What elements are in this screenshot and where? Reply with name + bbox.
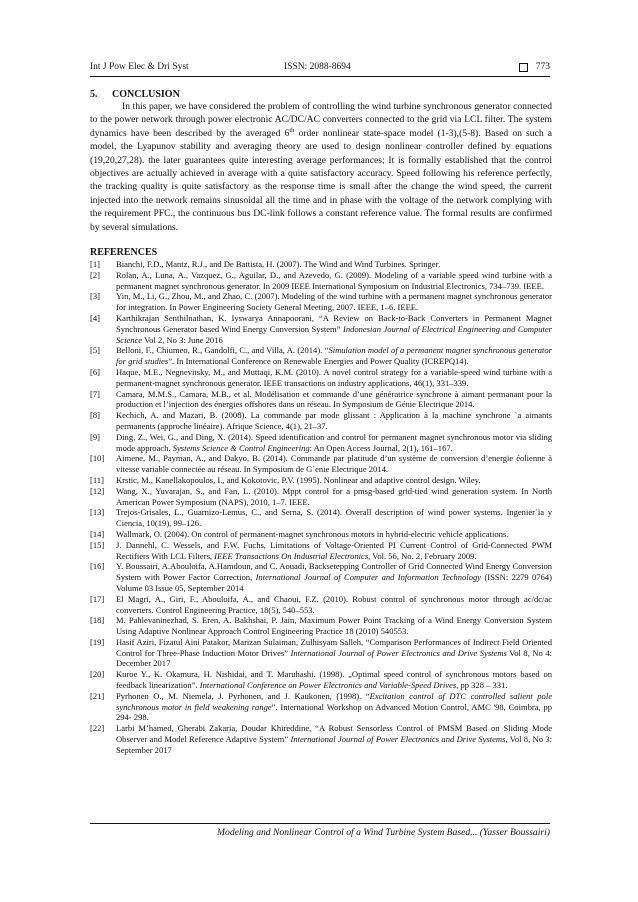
reference-italic-text: Indonesian Journal of Electrical Engineering and Computer Science [116,323,553,345]
reference-number: [15] [90,539,105,550]
reference-number: [13] [90,507,105,518]
reference-item [90,432,552,454]
reference-item [90,410,552,432]
running-footer: Modeling and Nonlinear Control of a Wind Turbine System Based... (Yasser Boussairi) [217,827,550,838]
reference-text: , Vol 8, No 3: September 2017 [116,734,552,755]
reference-text: El Magri, A., Giri, F., Abouloifa, A., and Chaoui, F.Z. (2010). Robust control of synchronous motor through ac/dc/ac converters. Control Engineering Practice, 18(5), 540–553. [116,593,552,615]
reference-text: (ISSN: 2279 0764) Volume 03 Issue 05, September 2014 [116,572,552,593]
reference-item [90,507,552,529]
reference-item [90,540,552,562]
reference-number: [19] [90,636,105,647]
reference-item [90,291,552,313]
journal-name: Int J Pow Elec & Dri Syst [90,62,189,72]
reference-item [90,691,552,723]
reference-text: Larbi M’hamed, Gherabi Zakaria, Doudar Khireddine, “A Robust Sensorless Control of PMSM Based on Sliding Mode Observer and Model Reference Adaptive System” [116,723,552,745]
reference-text: Karthikrajan Senthilnathan, K. Iyswarya Annapoorani, “A Review on Back-to-Back Converters in Permanent Magnet Synchronous Generator based Wind Energy Conversion System” [116,312,552,334]
reference-text: Bianchi, F.D., Mantz, R.J., and De Battista, H. (2007). The Wind and Wind Turbines. Springer. [116,259,441,269]
reference-number: [12] [90,485,105,496]
reference-number: [3] [90,291,100,302]
reference-text: ”. International Workshop on Advanced Motion Control, AMC '98, Coimbra, pp 294- 298. [116,701,552,723]
reference-number: [7] [90,388,100,399]
reference-number: [5] [90,345,100,356]
reference-italic-text: IEEE Transactions On Industrial Electronics [214,550,369,561]
reference-text: Trejos-Grisales, L., Guarnizo-Lemus, C., and Serna, S. (2014). Overall description of wind power systems. Ingenier´ia y Ciencia, 10(19), 99–126. [116,507,552,529]
references-heading: REFERENCES [90,247,158,258]
reference-text: Kechich, A. and Mazari, B. (2008). La commande par mode glissant : Application à la machine synchrone `a aimants permanents (approche linéaire). Afrique Science, 4(1), 21–37. [116,410,552,431]
reference-italic-text: International Journal of Power Electronics and Drive Systems [290,647,507,658]
reference-list [90,259,552,756]
section-title: CONCLUSION [112,89,180,100]
reference-number: [9] [90,431,100,442]
reference-number: [18] [90,615,105,626]
conclusion-text-part2: order nonlinear state-space model (1-3),(5-8). Based on such a model, the Lyapunov stability and averaging theory are used to design nonlinear controller defined by equations (19,20,27,28). the later guarantees quite interesting average performances; It is formally established that the control objectives are actually achieved in average with a quite satisfactory accuracy. Speed following his reference perfectly, the tracking quality is quite satisfactory as the response time is small after the change the wind speed, the current injected into the network remains sinusoidal all the time and in phase with the voltage of the network complying with the requirement PFC., the continuous bus DC-link follows a constant reference value. The formal results are confirmed by several simulations. [90,127,553,233]
reference-item [90,259,552,270]
reference-text: Yin, M., Li, G., Zhou, M., and Zhao, C. (2007). Modeling of the wind turbine with a permanent magnet synchronous generator for integration. In Power Engineering Society General Meeting, 2007. IEEE, 1–6. IEEE. [116,291,552,313]
reference-number: [6] [90,366,100,377]
reference-text: Aimene, M., Payman, A., and Dakyo, B. (2014). Commande par platitude d’un système de conversion d’energie éolienne à vitesse variable connectée au réseau. In Symposium de G´enie Electrique 2014. [116,453,552,475]
page-number: 773 [535,62,550,72]
reference-text: Y. Boussairi, A.Abouloifa, A.Hamdoun, and C. Aouadi, Backsetepping Controller of Grid Connected Wind Energy Conversion System with Power Factor Correction, [116,561,552,583]
reference-italic-text: Simulation model of a permanent magnet synchronous generator for grid studies [116,345,552,367]
section-number: 5. [90,89,98,100]
reference-text: Wang, X., Yuvarajan, S., and Fan, L. (2010). Mppt control for a pmsg-based grid-tied wind generation system. In North American Power Symposium (NAPS), 2010, 1–7. IEEE. [116,485,552,507]
reference-text: M. Pahlevaninezhad, S. Eren, A. Bakhshai, P. Jain, Maximum Power Point Tracking of a Wind Energy Conversion System Using Adaptive Nonlinear Approach Control Engineering Practice 18 (2010) 540553. [116,615,552,637]
reference-number: [10] [90,453,105,464]
footer-rule [90,823,550,824]
reference-number: [4] [90,312,100,323]
reference-number: [11] [90,474,104,485]
reference-text: Krstic, M., Kanellakopoulos, I., and Kokotovic, P.V. (1995). Nonlinear and adaptive control design. Wiley. [116,474,481,485]
reference-number: [8] [90,410,100,421]
reference-item [90,345,552,367]
reference-text: : An Open Access Journal, 2(1), 161–167. [309,442,453,453]
reference-item [90,453,552,475]
reference-item [90,723,552,755]
reference-text: Pyrhonen O., M. Niemela, J. Pyrhonen, and J. Kaukonen, (1998). “ [116,690,370,701]
reference-number: [20] [90,669,105,680]
conclusion-text-part1: In this paper, we have considered the problem of controlling the wind turbine synchronous generator connected to the power network through power electronic AC/DC/AC converters connected to the grid via LCL filter. The system dynamics have been described by the averaged 6 [90,101,552,139]
reference-text: , Vol. 56, No. 2, February 2009. [368,550,477,561]
reference-number: [17] [90,593,105,604]
reference-text: Wallmark, O. (2004). On control of permanent-magnet synchronous motors in hybrid-electric vehicle applications. [116,528,509,539]
reference-item [90,561,552,593]
reference-number: [14] [90,528,105,539]
reference-text: Rolan, A., Luna, A., Vazquez, G., Aguilar, D., and Azevedo, G. (2009). Modeling of a variable speed wind turbine with a permanent magnet synchronous generator. In 2009 IEEE International Symposium on Industrial Electronics, 734–739. IEEE. [116,269,552,291]
reference-item [90,669,552,691]
reference-text: Kuroe Y., K. Okamura, H. Nishidai, and T. Maruhashi. (1998). „Optimal speed control of synchronous motors based on feedback linearization”. [116,669,552,691]
reference-italic-text: International Journal of Computer and Information Technology [255,572,482,583]
reference-text: Ding, Z., Wei, G., and Ding, X. (2014). Speed identification and control for permanent magnet synchronous motor via sliding mode approach. [116,431,552,453]
reference-item [90,594,552,616]
reference-item [90,389,552,411]
running-header [90,60,550,74]
reference-number: [21] [90,690,105,701]
reference-item [90,486,552,508]
reference-text: Belloni, F., Chiumeo, R., Gandolfi, C., and Villa, A. (2014). “ [116,345,329,356]
reference-number: [1] [90,259,100,269]
reference-item [90,615,552,637]
checkbox-square-icon [519,63,528,72]
reference-text: Camara, M.M.S., Camara, M.B., et al. Modélisation et commande d’une génératrice synchrone à aimant permanant pour la production et l’injection des énergies offshores dans un réseau. In Symposium de Génie Electrique 2014. [116,388,552,410]
reference-text: ”. In International Conference on Renewable Energies and Power Quality (ICREPQ14). [168,356,469,367]
reference-item [90,367,552,389]
reference-item [90,313,552,345]
reference-text: Haque, M.E., Negnevitsky, M., and Muttaqi, K.M. (2010). A novel control strategy for a variable-speed wind turbine with a permanent-magnet synchronous generator. IEEE transactions on industry applications, 46(1), 331–339. [116,366,552,388]
reference-italic-text: International Journal of Power Electronics and Drive Systems [290,734,506,745]
reference-number: [16] [90,561,105,572]
reference-item [90,270,552,292]
reference-number: [2] [90,269,100,280]
reference-italic-text: Systems Science & Control Engineering [172,442,310,453]
reference-text: Vol 8, No 4: December 2017 [116,647,552,669]
superscript: th [289,126,295,134]
reference-italic-text: International Conference on Power Electronics and Variable-Speed Drives [199,680,457,691]
reference-item [90,529,552,540]
reference-text: , pp 328 – 331. [456,680,508,691]
reference-item [90,475,552,486]
reference-number: [22] [90,723,105,734]
reference-item [90,637,552,669]
header-rule [90,76,550,77]
reference-text: J. Dannehl, C. Wessels, and F.W. Fuchs, Limitations of Voltage-Oriented PI Current Control of Grid-Connected PWM Rectifiers With LCL Filters, [116,539,552,561]
reference-text: Vol 2, No 3: June 2016 [142,334,223,345]
conclusion-paragraph [90,100,552,234]
reference-italic-text: Excitation control of DTC controlled salient pole synchronous motor in field weakening range [116,690,552,712]
issn: ISSN: 2088-8694 [284,62,351,72]
reference-text: Hasif Aziri, Fizatul Aini Patakor, Marizan Sulaiman, Zulhisyam Salleh, “Comparison Performances of Indirect Field Oriented Control for Three-Phase Induction Motor Drives” [116,636,552,658]
